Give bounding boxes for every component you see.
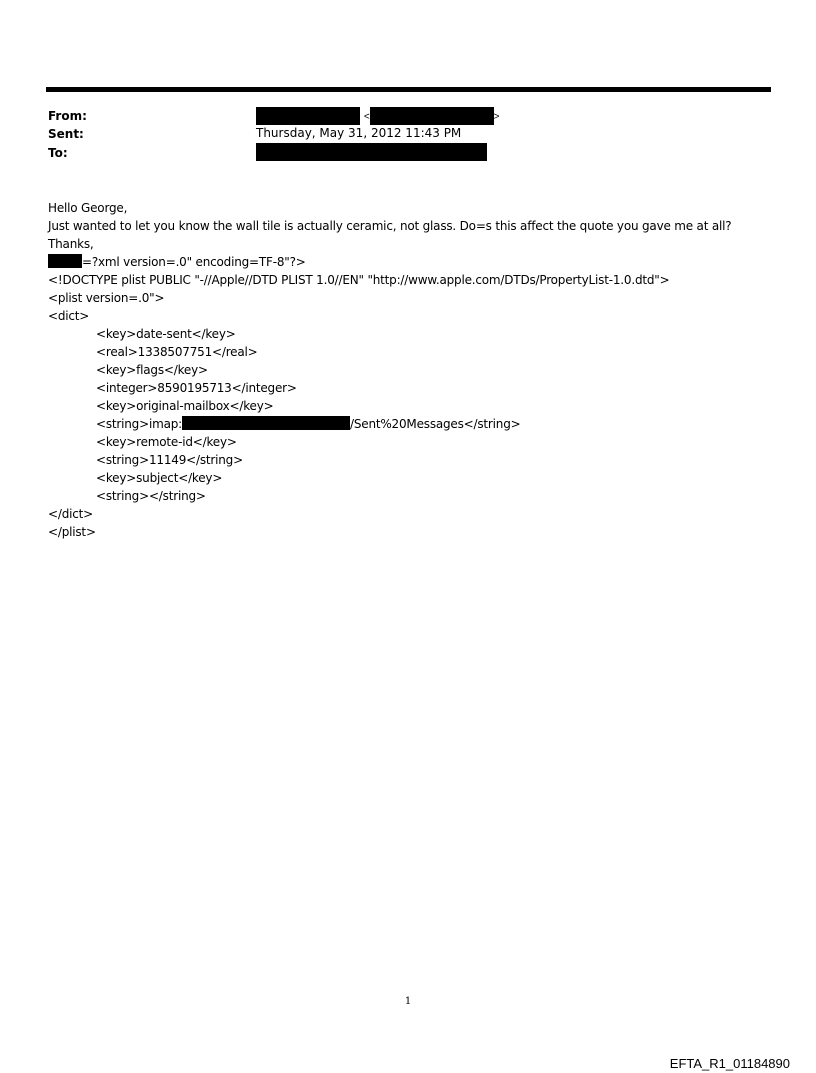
to-value [256,143,487,161]
string-remote-id: <string>11149</string> [96,453,243,467]
closing: Thanks, [48,237,94,251]
document-id: EFTA_R1_01184890 [669,1056,790,1071]
redacted-recipient [256,143,487,161]
real-value: <real>1338507751</real> [96,345,258,359]
message-body [48,199,731,541]
string-imap-line [48,415,731,433]
key-date-sent: <key>date-sent</key> [96,327,236,341]
redacted-sender-email [370,107,494,125]
dict-close: </dict> [48,507,94,521]
xml-declaration-line [48,253,731,271]
redacted-sender-name [256,107,360,125]
message-text: Just wanted to let you know the wall tile is actually ceramic, not glass. Do=s this affect the quote you gave me at all? [48,219,732,233]
plist-open: <plist version=.0"> [48,291,165,305]
header-rule [46,87,771,92]
from-gt: > [493,111,500,123]
redacted-signature [48,254,82,268]
from-value [256,107,500,125]
from-lt: < [363,111,370,123]
to-label: To: [48,146,68,160]
key-remote-id: <key>remote-id</key> [96,435,237,449]
sent-label: Sent: [48,127,84,141]
greeting: Hello George, [48,201,128,215]
string-imap-suffix: /Sent%20Messages</string> [350,417,521,431]
plist-close: </plist> [48,525,96,539]
dict-open: <dict> [48,309,90,323]
string-subject: <string></string> [96,489,206,503]
key-subject: <key>subject</key> [96,471,223,485]
string-imap-prefix: <string>imap: [96,417,182,431]
xml-declaration: =?xml version=.0" encoding=TF-8"?> [82,255,306,269]
key-flags: <key>flags</key> [96,363,208,377]
integer-value: <integer>8590195713</integer> [96,381,297,395]
doctype-line: <!DOCTYPE plist PUBLIC "-//Apple//DTD PLIST 1.0//EN" "http://www.apple.com/DTDs/PropertyList-1.0.dtd"> [48,273,670,287]
from-label: From: [48,109,87,123]
sent-value: Thursday, May 31, 2012 11:43 PM [256,126,462,140]
page-number: 1 [404,996,412,1007]
redacted-imap-account [182,416,350,430]
key-mailbox: <key>original-mailbox</key> [96,399,274,413]
